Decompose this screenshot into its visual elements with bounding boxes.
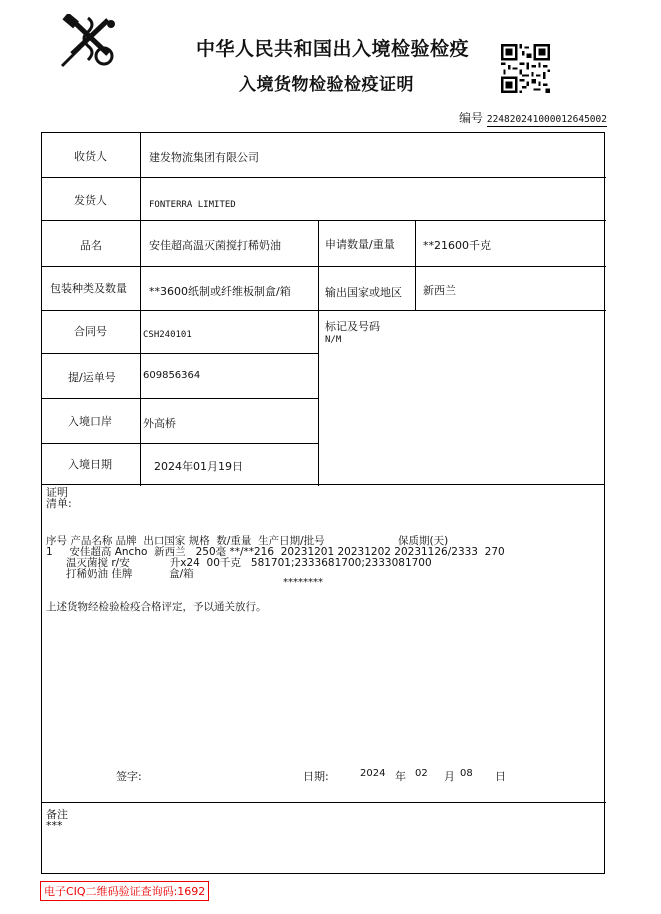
contract-value: CSH240101	[143, 330, 192, 340]
qr-code-icon	[501, 44, 550, 93]
goods-list	[46, 514, 505, 624]
sign-month: 02	[415, 768, 428, 779]
signature-label: 签字:	[116, 770, 142, 783]
bl-label: 提/运单号	[68, 371, 116, 384]
goods-list-text: 序号 产品名称 品牌 出口国家 规格 数/重量 生产日期/批号 保质期(天) 1 安佳超高 Ancho 新西兰 250毫 **/**216 20231201 20231202 20231126/2333 270 温灭菌搅 r/安 升x24 00千克 581701;2333681700;2333081700 打稀奶油 佳牌 盒/箱	[46, 535, 505, 580]
sign-year: 2024	[360, 768, 386, 779]
cert-number	[459, 109, 607, 126]
title-line1: 中华人民共和国出入境检验检疫	[196, 38, 470, 60]
title-line2: 入境货物检验检疫证明	[239, 75, 414, 95]
sign-month-unit: 月	[444, 770, 455, 783]
consignee-label: 收货人	[74, 150, 107, 163]
verify-code: 电子CIQ二维码验证查询码:1692	[40, 881, 209, 901]
sign-year-unit: 年	[395, 770, 406, 783]
sign-date-label: 日期:	[303, 770, 329, 783]
contract-label: 合同号	[74, 325, 107, 338]
remarks-label: 备注	[46, 808, 68, 821]
product-value: 安佳超高温灭菌搅打稀奶油	[149, 239, 281, 252]
info-table	[41, 132, 605, 485]
list-label: 清单:	[46, 497, 72, 510]
remarks	[46, 809, 68, 831]
date-label: 入境日期	[68, 458, 112, 471]
consignee-value: 建发物流集团有限公司	[149, 151, 259, 164]
packaging-label: 包装种类及数量	[50, 282, 127, 295]
cert-number-value: 224820241000012645002	[486, 114, 607, 125]
sign-day: 08	[460, 768, 473, 779]
origin-value: 新西兰	[423, 284, 456, 297]
statement-text: 上述货物经检验检疫合格评定，予以通关放行。	[46, 601, 267, 613]
marks-value: N/M	[325, 335, 342, 345]
quantity-label: 申请数量/重量	[325, 238, 395, 251]
ciq-emblem-logo	[58, 14, 122, 72]
consignor-value: FONTERRA LIMITED	[149, 200, 236, 210]
product-label: 品名	[80, 239, 102, 252]
certificate-heading	[46, 487, 72, 509]
marks-label: 标记及号码	[325, 320, 380, 333]
quantity-value: **21600千克	[423, 239, 491, 252]
packaging-value: **3600纸制或纤维板制盒/箱	[149, 285, 291, 298]
sign-day-unit: 日	[495, 770, 506, 783]
date-value: 2024年01月19日	[154, 460, 243, 473]
bl-value: 609856364	[143, 370, 201, 381]
remarks-value: ***	[46, 819, 63, 832]
port-value: 外高桥	[143, 417, 176, 430]
stars-separator: ********	[283, 577, 323, 588]
certificate-label: 证明	[46, 486, 68, 499]
cert-number-label: 编号	[459, 111, 484, 125]
port-label: 入境口岸	[68, 415, 112, 428]
origin-label: 输出国家或地区	[325, 286, 402, 299]
consignor-label: 发货人	[74, 194, 107, 207]
